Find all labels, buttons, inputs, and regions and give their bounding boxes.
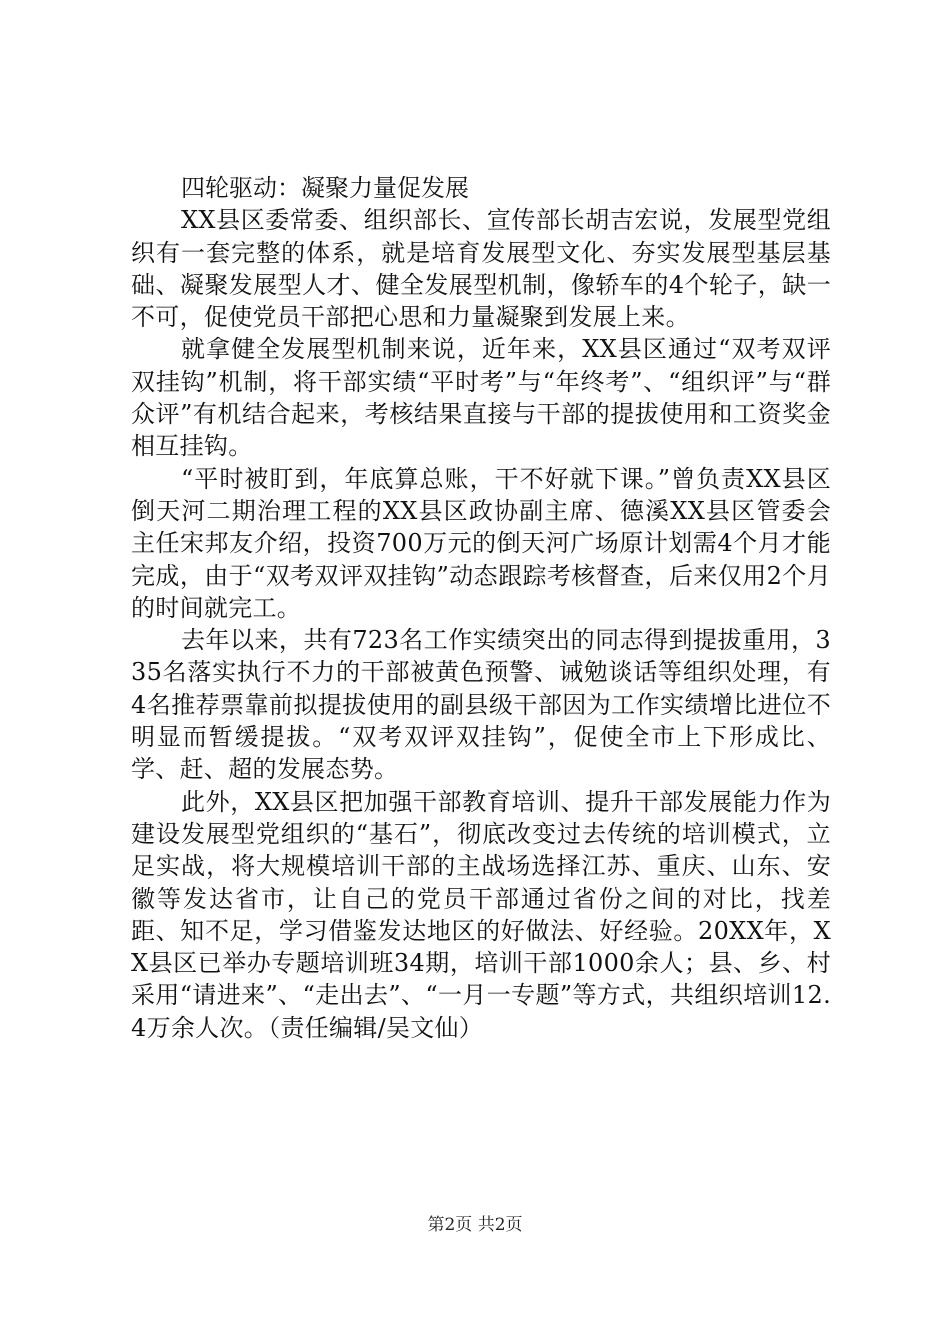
paragraph-2: 就拿健全发展型机制来说，近年来，XX县区通过“双考双评双挂钩”机制，将干部实绩“平时考”与“年终考”、“组织评”与“群众评”有机结合起来，考核结果直接与干部的提拔使用和工资奖金相互挂钩。 xyxy=(131,335,831,461)
paragraph-1: XX县区委常委、组织部长、宣传部长胡吉宏说，发展型党组织有一套完整的体系，就是培育发展型文化、夯实发展型基层基础、凝聚发展型人才、健全发展型机制，像轿车的4个轮子，缺一不可，促使党员干部把心思和力量凝聚到发展上来。 xyxy=(131,206,831,332)
paragraph-5: 此外，XX县区把加强干部教育培训、提升干部发展能力作为建设发展型党组织的“基石”，彻底改变过去传统的培训模式，立足实战，将大规模培训干部的主战场选择江苏、重庆、山东、安徽等发达省市，让自己的党员干部通过省份之间的对比，找差距、知不足，学习借鉴发达地区的好做法、好经验。20XX年，XX县区已举办专题培训班34期，培训干部1000余人；县、乡、村采用“请进来”、“走出去”、“一月一专题”等方式，共组织培训12.4万余人次。（责任编辑/吴文仙） xyxy=(131,787,831,1042)
paragraph-3: “平时被盯到，年底算总账，干不好就下课。”曾负责XX县区倒天河二期治理工程的XX县区政协副主席、德溪XX县区管委会主任宋邦友介绍，投资700万元的倒天河广场原计划需4个月才能完成，由于“双考双评双挂钩”动态跟踪考核督查，后来仅用2个月的时间就完工。 xyxy=(131,464,831,622)
article-body xyxy=(131,172,831,1044)
section-heading: 四轮驱动：凝聚力量促发展 xyxy=(181,174,469,202)
page-footer: 第2页 共2页 xyxy=(427,1215,523,1235)
paragraph-4: 去年以来，共有723名工作实绩突出的同志得到提拔重用，335名落实执行不力的干部被黄色预警、诫勉谈话等组织处理，有4名推荐票靠前拟提拔使用的副县级干部因为工作实绩增比进位不明显而暂缓提拔。“双考双评双挂钩”，促使全市上下形成比、学、赶、超的发展态势。 xyxy=(131,626,831,784)
